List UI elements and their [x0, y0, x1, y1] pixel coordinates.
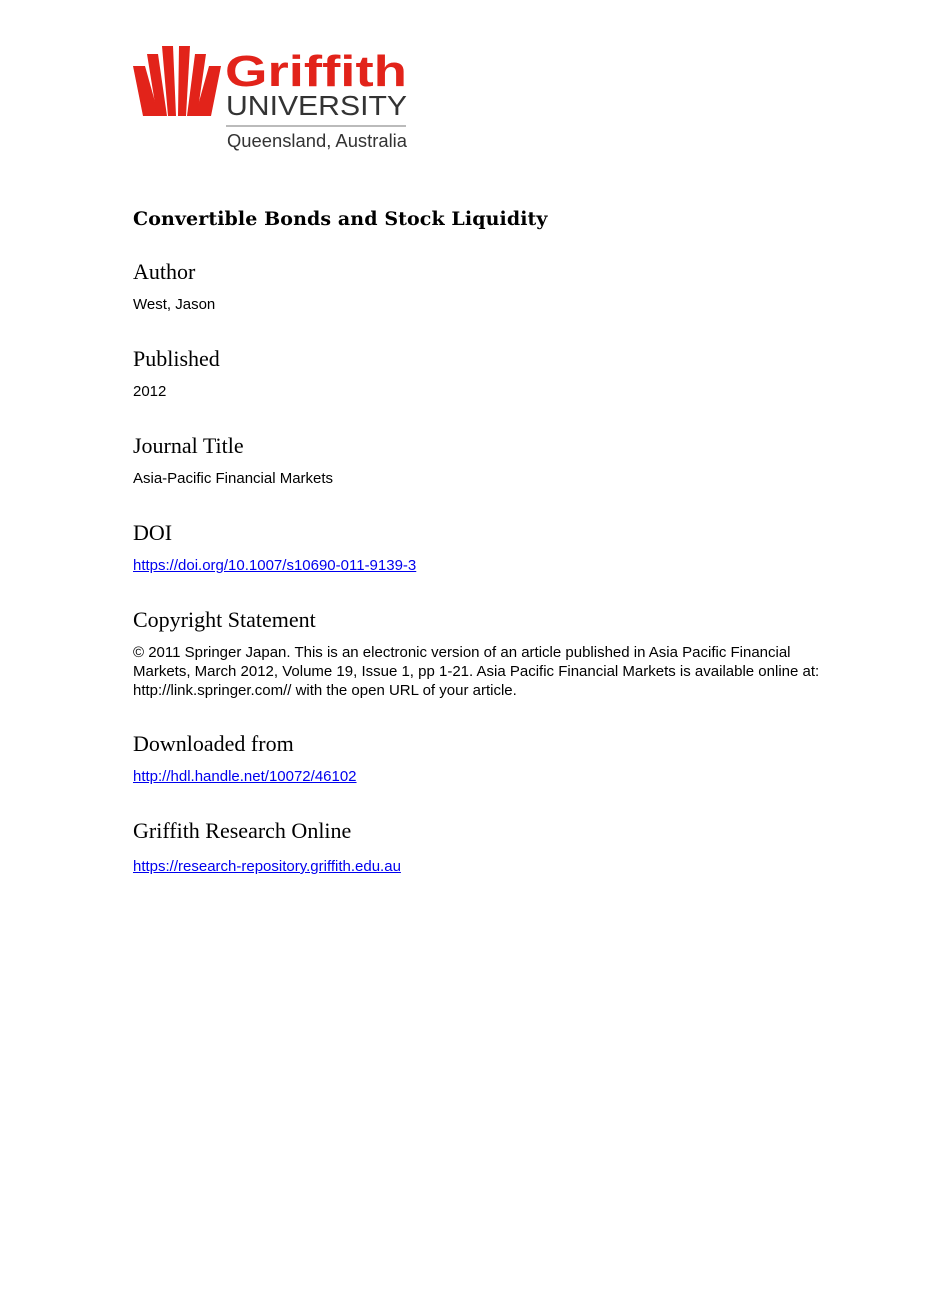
- document-title: Convertible Bonds and Stock Liquidity: [133, 208, 548, 230]
- research-online-link[interactable]: https://research-repository.griffith.edu.au: [133, 858, 401, 875]
- downloaded-link[interactable]: http://hdl.handle.net/10072/46102: [133, 768, 357, 785]
- copyright-section: [133, 607, 833, 700]
- journal-section: [133, 433, 833, 488]
- doi-section: [133, 520, 833, 575]
- logo-location-text: Queensland, Australia: [227, 131, 409, 151]
- author-section: [133, 259, 833, 314]
- journal-heading: Journal Title: [133, 433, 244, 458]
- published-section: [133, 346, 833, 401]
- copyright-value: © 2011 Springer Japan. This is an electronic version of an article published in Asia Pacific Financial Markets, March 2012, Volume 19, Issue 1, pp 1-21. Asia Pacific Financial Markets is available online at: http://link.springer.com// with the open URL of your article.: [133, 644, 820, 699]
- logo-university-text: UNIVERSITY: [226, 90, 408, 121]
- logo-graphic: [133, 46, 413, 152]
- griffith-university-logo: [133, 46, 413, 152]
- author-value: West, Jason: [133, 296, 216, 313]
- author-heading: Author: [133, 259, 196, 284]
- doi-heading: DOI: [133, 520, 173, 545]
- research-online-section: [133, 818, 833, 876]
- logo-brand-text: Griffith: [225, 47, 407, 96]
- research-online-heading: Griffith Research Online: [133, 818, 352, 843]
- published-value: 2012: [133, 383, 167, 400]
- downloaded-heading: Downloaded from: [133, 731, 294, 756]
- published-heading: Published: [133, 346, 220, 371]
- doi-link[interactable]: https://doi.org/10.1007/s10690-011-9139-3: [133, 557, 417, 574]
- downloaded-section: [133, 731, 833, 786]
- copyright-heading: Copyright Statement: [133, 607, 316, 632]
- flame-emblem-icon: [133, 46, 221, 116]
- journal-value: Asia-Pacific Financial Markets: [133, 470, 334, 487]
